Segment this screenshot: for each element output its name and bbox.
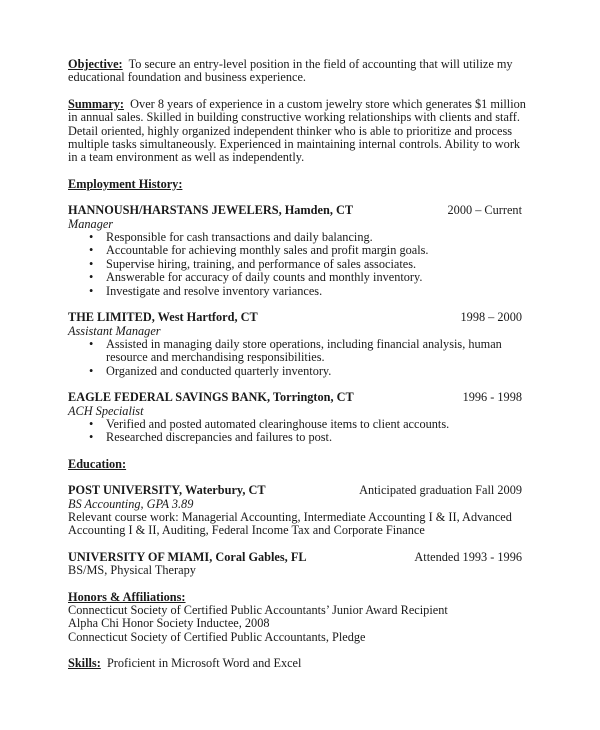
- resume-document: [68, 58, 528, 671]
- degree: BS/MS, Physical Therapy: [68, 563, 196, 578]
- bullet-icon: •: [89, 363, 94, 378]
- bullet-icon: •: [89, 256, 94, 271]
- skills-section: [68, 657, 528, 670]
- job-title: Manager: [68, 216, 114, 231]
- school-entry: [68, 484, 528, 538]
- summary-label: Summary:: [68, 96, 125, 111]
- school-name: UNIVERSITY OF MIAMI, Coral Gables, FL: [68, 549, 307, 564]
- duty-list: [68, 418, 528, 445]
- objective-paragraph: [68, 58, 528, 85]
- honor-item: Connecticut Society of Certified Public Accountants’ Junior Award Recipient: [68, 603, 448, 617]
- skills-label: Skills:: [68, 656, 101, 671]
- duty-text: Answerable for accuracy of daily counts and monthly inventory.: [106, 270, 423, 285]
- employment-heading: Employment History:: [68, 176, 183, 191]
- bullet-icon: •: [89, 243, 94, 258]
- duty-text: Supervise hiring, training, and performance of sales associates.: [106, 256, 417, 271]
- objective-section: [68, 58, 528, 85]
- employment-dates: 1998 – 2000: [460, 310, 522, 325]
- school-name: POST UNIVERSITY, Waterbury, CT: [68, 483, 266, 498]
- job-header: [68, 391, 528, 404]
- education-section: [68, 458, 528, 578]
- summary-paragraph: [68, 98, 528, 165]
- duty-item: [68, 418, 528, 431]
- employment-section: [68, 178, 528, 445]
- honor-item: Connecticut Society of Certified Public Accountants, Pledge: [68, 629, 366, 644]
- bullet-icon: •: [89, 336, 94, 351]
- objective-text: To secure an entry-level position in the field of accounting that will utilize my educational foundation and business experience.: [68, 57, 513, 85]
- duty-text: Investigate and resolve inventory variances.: [106, 283, 323, 298]
- duty-item: [68, 271, 528, 284]
- honors-list: [68, 604, 528, 644]
- duty-text: Accountable for achieving monthly sales and profit margin goals.: [106, 243, 429, 258]
- job-title: ACH Specialist: [68, 403, 144, 418]
- duty-item: [68, 365, 528, 378]
- job-header: [68, 204, 528, 217]
- degree: BS Accounting, GPA 3.89: [68, 496, 194, 511]
- job-entry: [68, 204, 528, 298]
- duty-text: Organized and conducted quarterly inventory.: [106, 363, 332, 378]
- employer-name: THE LIMITED, West Hartford, CT: [68, 310, 258, 325]
- duty-list: [68, 338, 528, 378]
- duty-item: [68, 285, 528, 298]
- employer-name: HANNOUSH/HARSTANS JEWELERS, Hamden, CT: [68, 203, 354, 218]
- coursework: Relevant course work: Managerial Accounting, Intermediate Accounting I & II, Advanced Accounting I & II, Auditing, Federal Income Tax and Corporate Finance: [68, 509, 512, 538]
- job-header: [68, 311, 528, 324]
- employment-dates: 2000 – Current: [447, 203, 522, 218]
- duty-text: Researched discrepancies and failures to post.: [106, 430, 333, 445]
- job-title: Assistant Manager: [68, 323, 161, 338]
- school-header: [68, 484, 528, 497]
- bullet-icon: •: [89, 430, 94, 445]
- skills-paragraph: [68, 657, 528, 670]
- employer-name: EAGLE FEDERAL SAVINGS BANK, Torrington, CT: [68, 390, 354, 405]
- duty-item: [68, 258, 528, 271]
- bullet-icon: •: [89, 283, 94, 298]
- duty-text: Assisted in managing daily store operations, including financial analysis, human resource and merchandising responsibilities.: [106, 336, 502, 365]
- job-entry: [68, 311, 528, 378]
- skills-text: Proficient in Microsoft Word and Excel: [106, 656, 302, 671]
- summary-text: Over 8 years of experience in a custom jewelry store which generates $1 million in annual sales. Skilled in building constructive working relationships with clients and staff. Detail oriented, highly organized independent thinker who is able to prioritize and process multiple tasks simultaneously. Experienced in maintaining internal controls. Ability to work in a team environment as well as independently.: [68, 96, 526, 165]
- bullet-icon: •: [89, 270, 94, 285]
- honor-item: Alpha Chi Honor Society Inductee, 2008: [68, 616, 270, 631]
- school-list: [68, 484, 528, 577]
- duty-item: [68, 431, 528, 444]
- duty-list: [68, 231, 528, 298]
- duty-item: [68, 231, 528, 244]
- objective-label: Objective:: [68, 57, 123, 71]
- school-dates: Anticipated graduation Fall 2009: [359, 483, 522, 498]
- duty-text: Responsible for cash transactions and daily balancing.: [106, 230, 373, 245]
- school-header: [68, 551, 528, 564]
- bullet-icon: •: [89, 416, 94, 431]
- bullet-icon: •: [89, 230, 94, 245]
- job-entry: [68, 391, 528, 445]
- duty-item: [68, 244, 528, 257]
- job-list: [68, 204, 528, 445]
- duty-item: [68, 338, 528, 365]
- honors-heading: Honors & Affiliations:: [68, 589, 186, 604]
- school-dates: Attended 1993 - 1996: [414, 549, 522, 564]
- education-heading: Education:: [68, 456, 127, 471]
- employment-dates: 1996 - 1998: [462, 390, 522, 405]
- honors-section: [68, 591, 528, 645]
- summary-section: [68, 98, 528, 165]
- duty-text: Verified and posted automated clearinghouse items to client accounts.: [106, 416, 450, 431]
- school-entry: [68, 551, 528, 578]
